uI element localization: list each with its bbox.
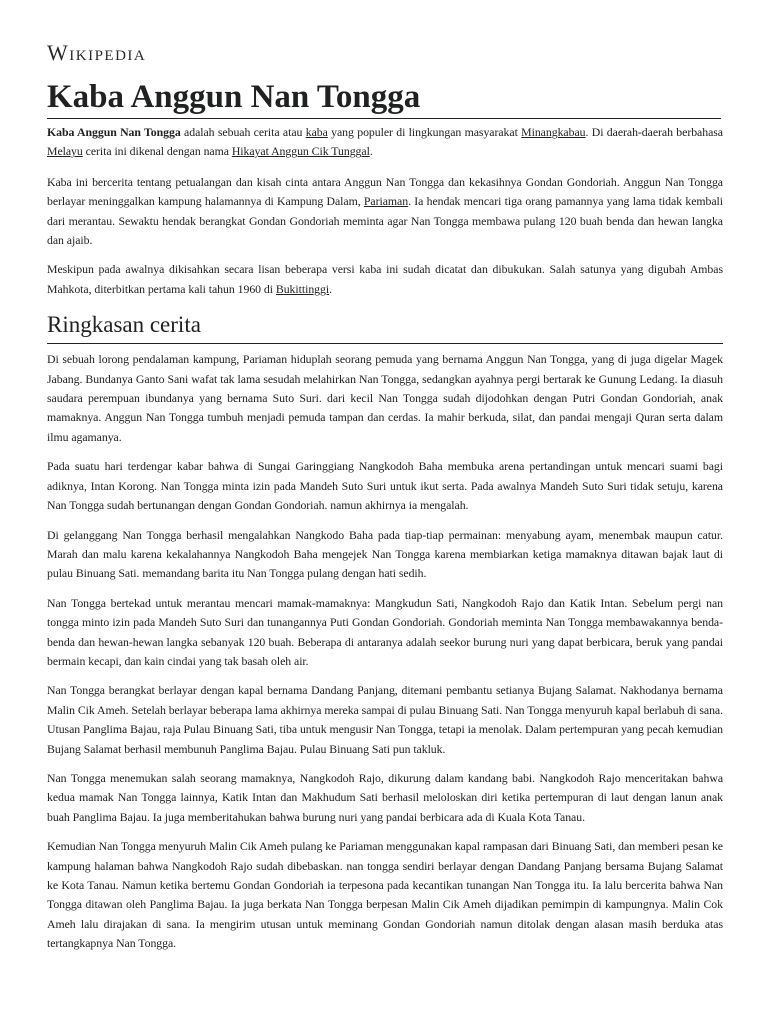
- summary-paragraph: Di sebuah lorong pendalaman kampung, Pariaman hiduplah seorang pemuda yang bernama Anggun Nan Tongga, yang di juga digelar Magek Jabang. Bundanya Ganto Sani wafat tak lama sesudah melahirkan Nan Tongga, sedangkan ayahnya pergi bertarak ke Gunung Ledang. Ia diasuh saudara perempuan ibundanya yang bernama Suto Suri. dari kecil Nan Tongga sudah dijodohkan dengan Putri Gondan Gondoriah, anak mamaknya. Anggun Nan Tongga tumbuh menjadi pemuda tampan dan cerdas. Ia mahir berkuda, silat, dan pandai mengaji Quran serta dalam ilmu agamanya.: [47, 352, 723, 444]
- publication-paragraph: [47, 260, 723, 299]
- intro-text-5: .: [369, 144, 373, 159]
- wikipedia-logo[interactable]: Wikipedia: [47, 40, 147, 65]
- intro-text-4: cerita ini dikenal dengan nama: [82, 144, 232, 159]
- story-text-1: Kaba ini bercerita tentang petualangan dan kisah cinta antara Anggun Nan Tongga dan kekasihnya Gondan Gondoriah. Anggun Nan Tongga berlayar meninggalkan kampung halamannya di Kampung Dalam,: [47, 174, 723, 209]
- summary-paragraph: Di gelanggang Nan Tongga berhasil mengalahkan Nangkodo Baha pada tiap-tiap permainan: menyabung ayam, menembak maupun catur. Marah dan malu karena kekalahannya Nangkodoh Baha mengejek Nan Tongga karena membiarkan ketiga mamaknya ditawan bajak laut di pulau Binuang Sati. memandang barita itu Nan Tongga pulang dengan hati sedih.: [47, 527, 723, 581]
- summary-paragraph: Kemudian Nan Tongga menyuruh Malin Cik Ameh pulang ke Pariaman menggunakan kapal rampasan dari Binuang Sati, dan memberi pesan ke kampung halaman bahwa Nangkodoh Rajo sudah dibebaskan. nan tongga sendiri berlayar dengan Dandang Panjang bersama Bujang Salamat ke Kota Tanau. Namun ketika bertemu Gondan Gondoriah ia terpesona pada kecantikan tunangan Nan Tongga itu. Ia lalu bercerita bahwa Nan Tongga ditawan oleh Panglima Bajau. Ia juga berkata Nan Tongga berpesan Malin Cik Ameh dijadikan pemimpin di kampungnya. Malin Cok Ameh lalu dirajakan di sana. Ia mengirim utusan untuk meminang Gondan Gondoriah namun ditolak dengan alasan masih berduka atas tertangkapnya Nan Tongga.: [47, 839, 723, 951]
- link-melayu[interactable]: Melayu: [47, 144, 83, 159]
- link-kaba[interactable]: kaba: [305, 125, 328, 139]
- story-paragraph: [47, 173, 723, 251]
- summary-paragraph: Nan Tongga menemukan salah seorang mamaknya, Nangkodoh Rajo, dikurung dalam kandang babi. Nangkodoh Rajo menceritakan bahwa kedua mamak Nan Tongga lainnya, Katik Intan dan Makhudum Sati berhasil meloloskan diri ketika pertempuran di laut dengan lanun anak buah Panglima Bajau. Ia juga memberitahukan bahwa burung nuri yang pandai berbicara ada di Kuala Kota Tanau.: [47, 770, 723, 824]
- story-text-2: . Ia hendak mencari tiga orang pamannya yang lama tidak kembali dari merantau. Sewaktu hendak berangkat Gondan Gondoriah meminta agar Nan Tongga membawa pulang 120 buah benda dan hewan langka dan ajaib.: [47, 194, 724, 248]
- intro-text-1: adalah sebuah cerita atau: [180, 125, 306, 139]
- link-pariaman[interactable]: Pariaman: [363, 194, 409, 209]
- section-heading-ringkasan: Ringkasan cerita: [47, 311, 723, 344]
- publication-text-1: Meskipun pada awalnya dikisahkan secara lisan beberapa versi kaba ini sudah dicatat dan dibukukan. Salah satunya yang digubah Ambas Mahkota, diterbitkan pertama kali tahun 1960 di: [47, 262, 723, 296]
- summary-paragraph: Pada suatu hari terdengar kabar bahwa di Sungai Garinggiang Nangkodoh Baha membuka arena pertandingan untuk mencari suami bagi adiknya, Intan Korong. Nan Tongga minta izin pada Mandeh Suto Suri untuk ikut serta. Pada awalnya Mandeh Suto Suri tidak setuju, karena Nan Tongga sudah bertunangan dengan Gondan Gondoriah. namun akhirnya ia mengalah.: [47, 459, 723, 513]
- intro-text-3: . Di daerah-daerah berbahasa: [585, 125, 723, 139]
- intro-text-2: yang populer di lingkungan masyarakat: [327, 125, 522, 139]
- intro-paragraph: [47, 123, 723, 162]
- page-title: Kaba Anggun Nan Tongga: [47, 78, 721, 119]
- link-bukittinggi[interactable]: Bukittinggi: [275, 281, 330, 296]
- intro-bold-term: Kaba Anggun Nan Tongga: [47, 125, 181, 139]
- summary-paragraph: Nan Tongga berangkat berlayar dengan kapal bernama Dandang Panjang, ditemani pembantu setianya Bujang Salamat. Nakhodanya bernama Malin Cik Ameh. Setelah berlayar beberapa lama akhirnya mereka sampai di pulau Binuang Sati. Nan Tongga menyuruh kapal berlabuh di sana. Utusan Panglima Bajau, raja Pulau Binuang Sati, tiba untuk mengusir Nan Tongga, tetapi ia menolak. Dalam pertempuran yang pecah kemudian Bujang Salamat berhasil membunuh Panglima Bajau. Pulau Binuang Sati pun takluk.: [47, 683, 723, 756]
- link-minangkabau[interactable]: Minangkabau: [521, 125, 586, 139]
- publication-text-2: .: [329, 281, 332, 296]
- article-body: [47, 123, 723, 964]
- link-hikayat-anggun-cik-tunggal[interactable]: Hikayat Anggun Cik Tunggal: [231, 144, 370, 159]
- summary-paragraph: Nan Tongga bertekad untuk merantau mencari mamak-mamaknya: Mangkudun Sati, Nangkodoh Rajo dan Katik Intan. Sebelum pergi nan tongga minto izin pada Mandeh Suto Suri dan tunangannya Puti Gondan Gondoriah. Gondoriah meminta Nan Tongga membawakannya benda-benda dan hewan-hewan langka sebanyak 120 buah. Beberapa di antaranya adalah seekor burung nuri yang dapat berbicara, beruk yang pandai bermain kecapi, dan kain cindai yang tak basah oleh air.: [47, 595, 723, 668]
